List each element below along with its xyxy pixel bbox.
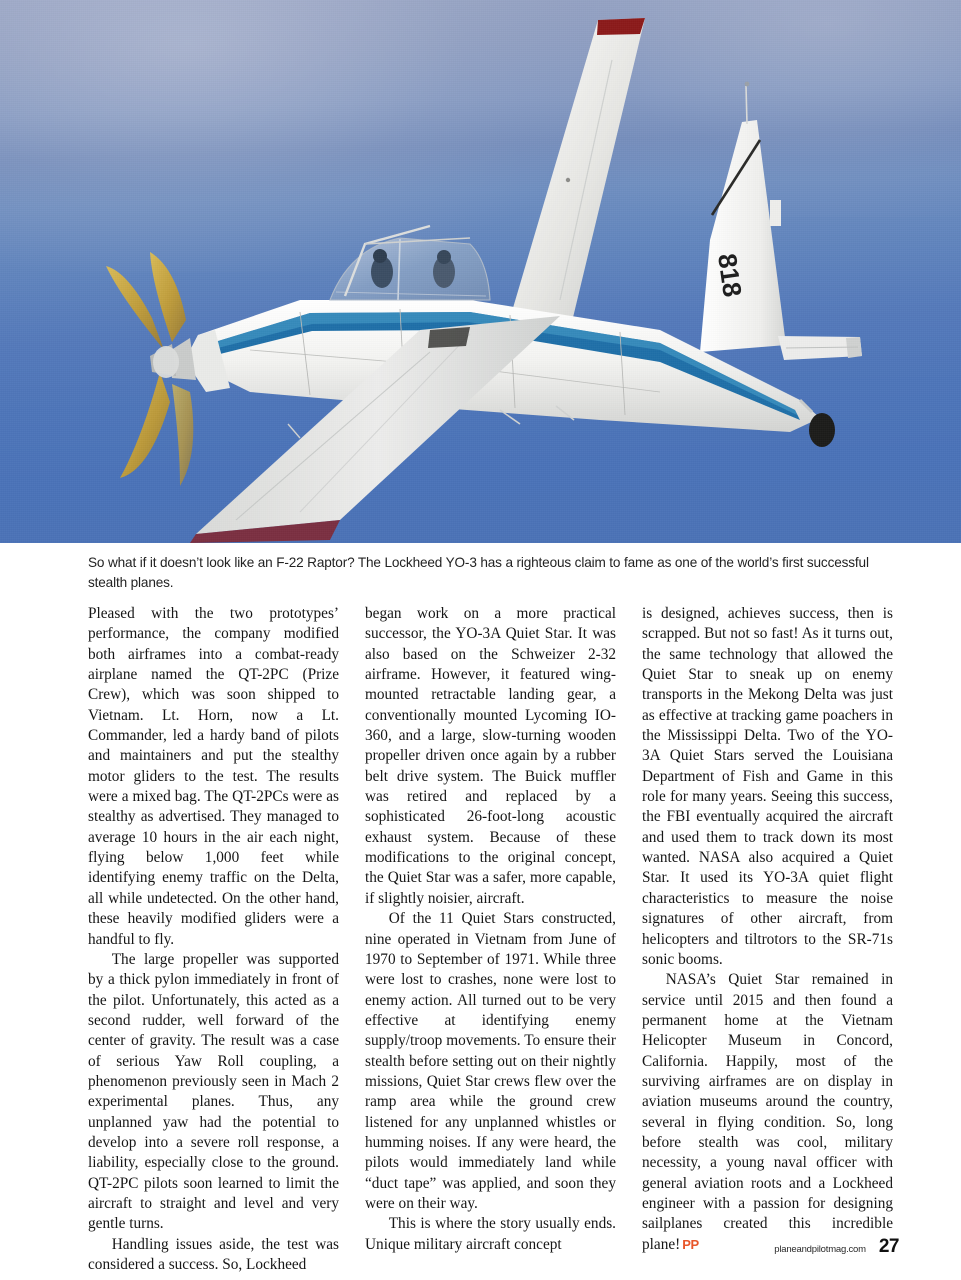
text-column-3 (642, 604, 893, 1275)
tail-fin (700, 82, 786, 352)
cockpit-canopy (330, 226, 490, 300)
page-number: 27 (878, 1236, 899, 1257)
paragraph: Of the 11 Quiet Stars constructed, nine operated in Vietnam from June of 1970 to September of 1971. While three were lost to crashes, none were lost to enemy action. All turned out to be very effective at identifying enemy supply/troop movements. To ensure their stealth before setting out on their nightly missions, Quiet Star crews flew over the ramp area while the ground crew listened for any unplanned whistles or humming noises. If any were heard, the pilots would immediately land while “duct tape” was applied, and soon they were on their way. (365, 910, 616, 1212)
paragraph: Handling issues aside, the test was considered a success. So, Lockheed (88, 1235, 339, 1273)
text-column-1 (88, 604, 339, 1275)
end-mark: PP (682, 1236, 699, 1252)
paragraph: Pleased with the two prototypes’ performance, the company modified both airframes into a combat-ready airplane named the QT-2PC (Prize Crew), which was soon shipped to Vietnam. Lt. Horn, now a Lt. Commander, led a hardy band of pilots and maintainers and put the stealthy motor gliders to the test. The results were a mixed bag. The QT-2PCs were as stealthy as advertised. They managed to average 10 hours in the air each night, flying below 1,000 feet while identifying enemy traffic on the Delta, all while undetected. On the other hand, these heavily modified gliders were a handful to fly. (88, 605, 339, 948)
photo-caption: So what if it doesn’t look like an F-22 Raptor? The Lockheed YO-3 has a righteous claim to fame as one of the world’s first successful stealth planes. (88, 555, 869, 590)
magazine-url[interactable]: planeandpilotmag.com (774, 1244, 866, 1255)
paragraph: is designed, achieves success, then is scrapped. But not so fast! As it turns out, the same technology that allowed the Quiet Star to sneak up on enemy transports in the Mekong Delta was just as effective at tracking game poachers in the Mississippi Delta. Two of the YO-3A Quiet Stars served the Louisiana Department of Fish and Game in this role for many years. Seeing this success, the FBI eventually acquired the aircraft and used them to track down its most wanted. NASA also acquired a Quiet Star. It used its YO-3A quiet flight characteristics to measure the noise signatures of other aircraft, from helicopters and tiltrotors to the SR-71s sonic booms. (642, 605, 893, 968)
article-photo (0, 0, 961, 543)
paragraph-final (642, 970, 893, 1255)
paragraph-text: NASA’s Quiet Star remained in service until 2015 and then found a permanent home at the Vietnam Helicopter Museum in Concord, California. Happily, most of the surviving airframes are on display in aviation museums around the country, several in flying condition. So, long before stealth was cool, military necessity, a young naval officer with general aviation roots and a Lockheed engineer with a passion for designing sailplanes created this incredible plane! (642, 971, 893, 1253)
aircraft-illustration (0, 0, 961, 543)
article-body (88, 604, 894, 1275)
tail-number-text: 818 (712, 251, 748, 299)
page-footer (774, 1236, 899, 1258)
paragraph: began work on a more practical successor, the YO-3A Quiet Star. It was also based on the Schweizer 2-32 airframe. However, it featured wing-mounted retractable landing gear, a conventionally mounted Lycoming IO-360, and a large, slow-turning wooden propeller driven once again by a rubber belt drive system. The Buick muffler was retired and replaced by a sophisticated 26-foot-long acoustic exhaust system. Because of these modifications to the original concept, the Quiet Star was a safer, more capable, if slightly noisier, aircraft. (365, 605, 616, 907)
horizontal-stabilizer (778, 336, 862, 360)
paragraph: This is where the story usually ends. Unique military aircraft concept (365, 1215, 616, 1253)
paragraph: The large propeller was supported by a thick pylon immediately in front of the pilot. Unfortunately, this acted as a second rudder, well forward of the center of gravity. The result was a case of serious Yaw Roll coupling, a phenomenon previously seen in Mach 2 experimental planes. Thus, any unplanned yaw had the potential to develop into a severe roll response, a liability, especially close to the ground. QT-2PC pilots soon learned to limit the aircraft to straight and level and very gentle turns. (88, 950, 339, 1233)
text-column-2 (365, 604, 616, 1275)
